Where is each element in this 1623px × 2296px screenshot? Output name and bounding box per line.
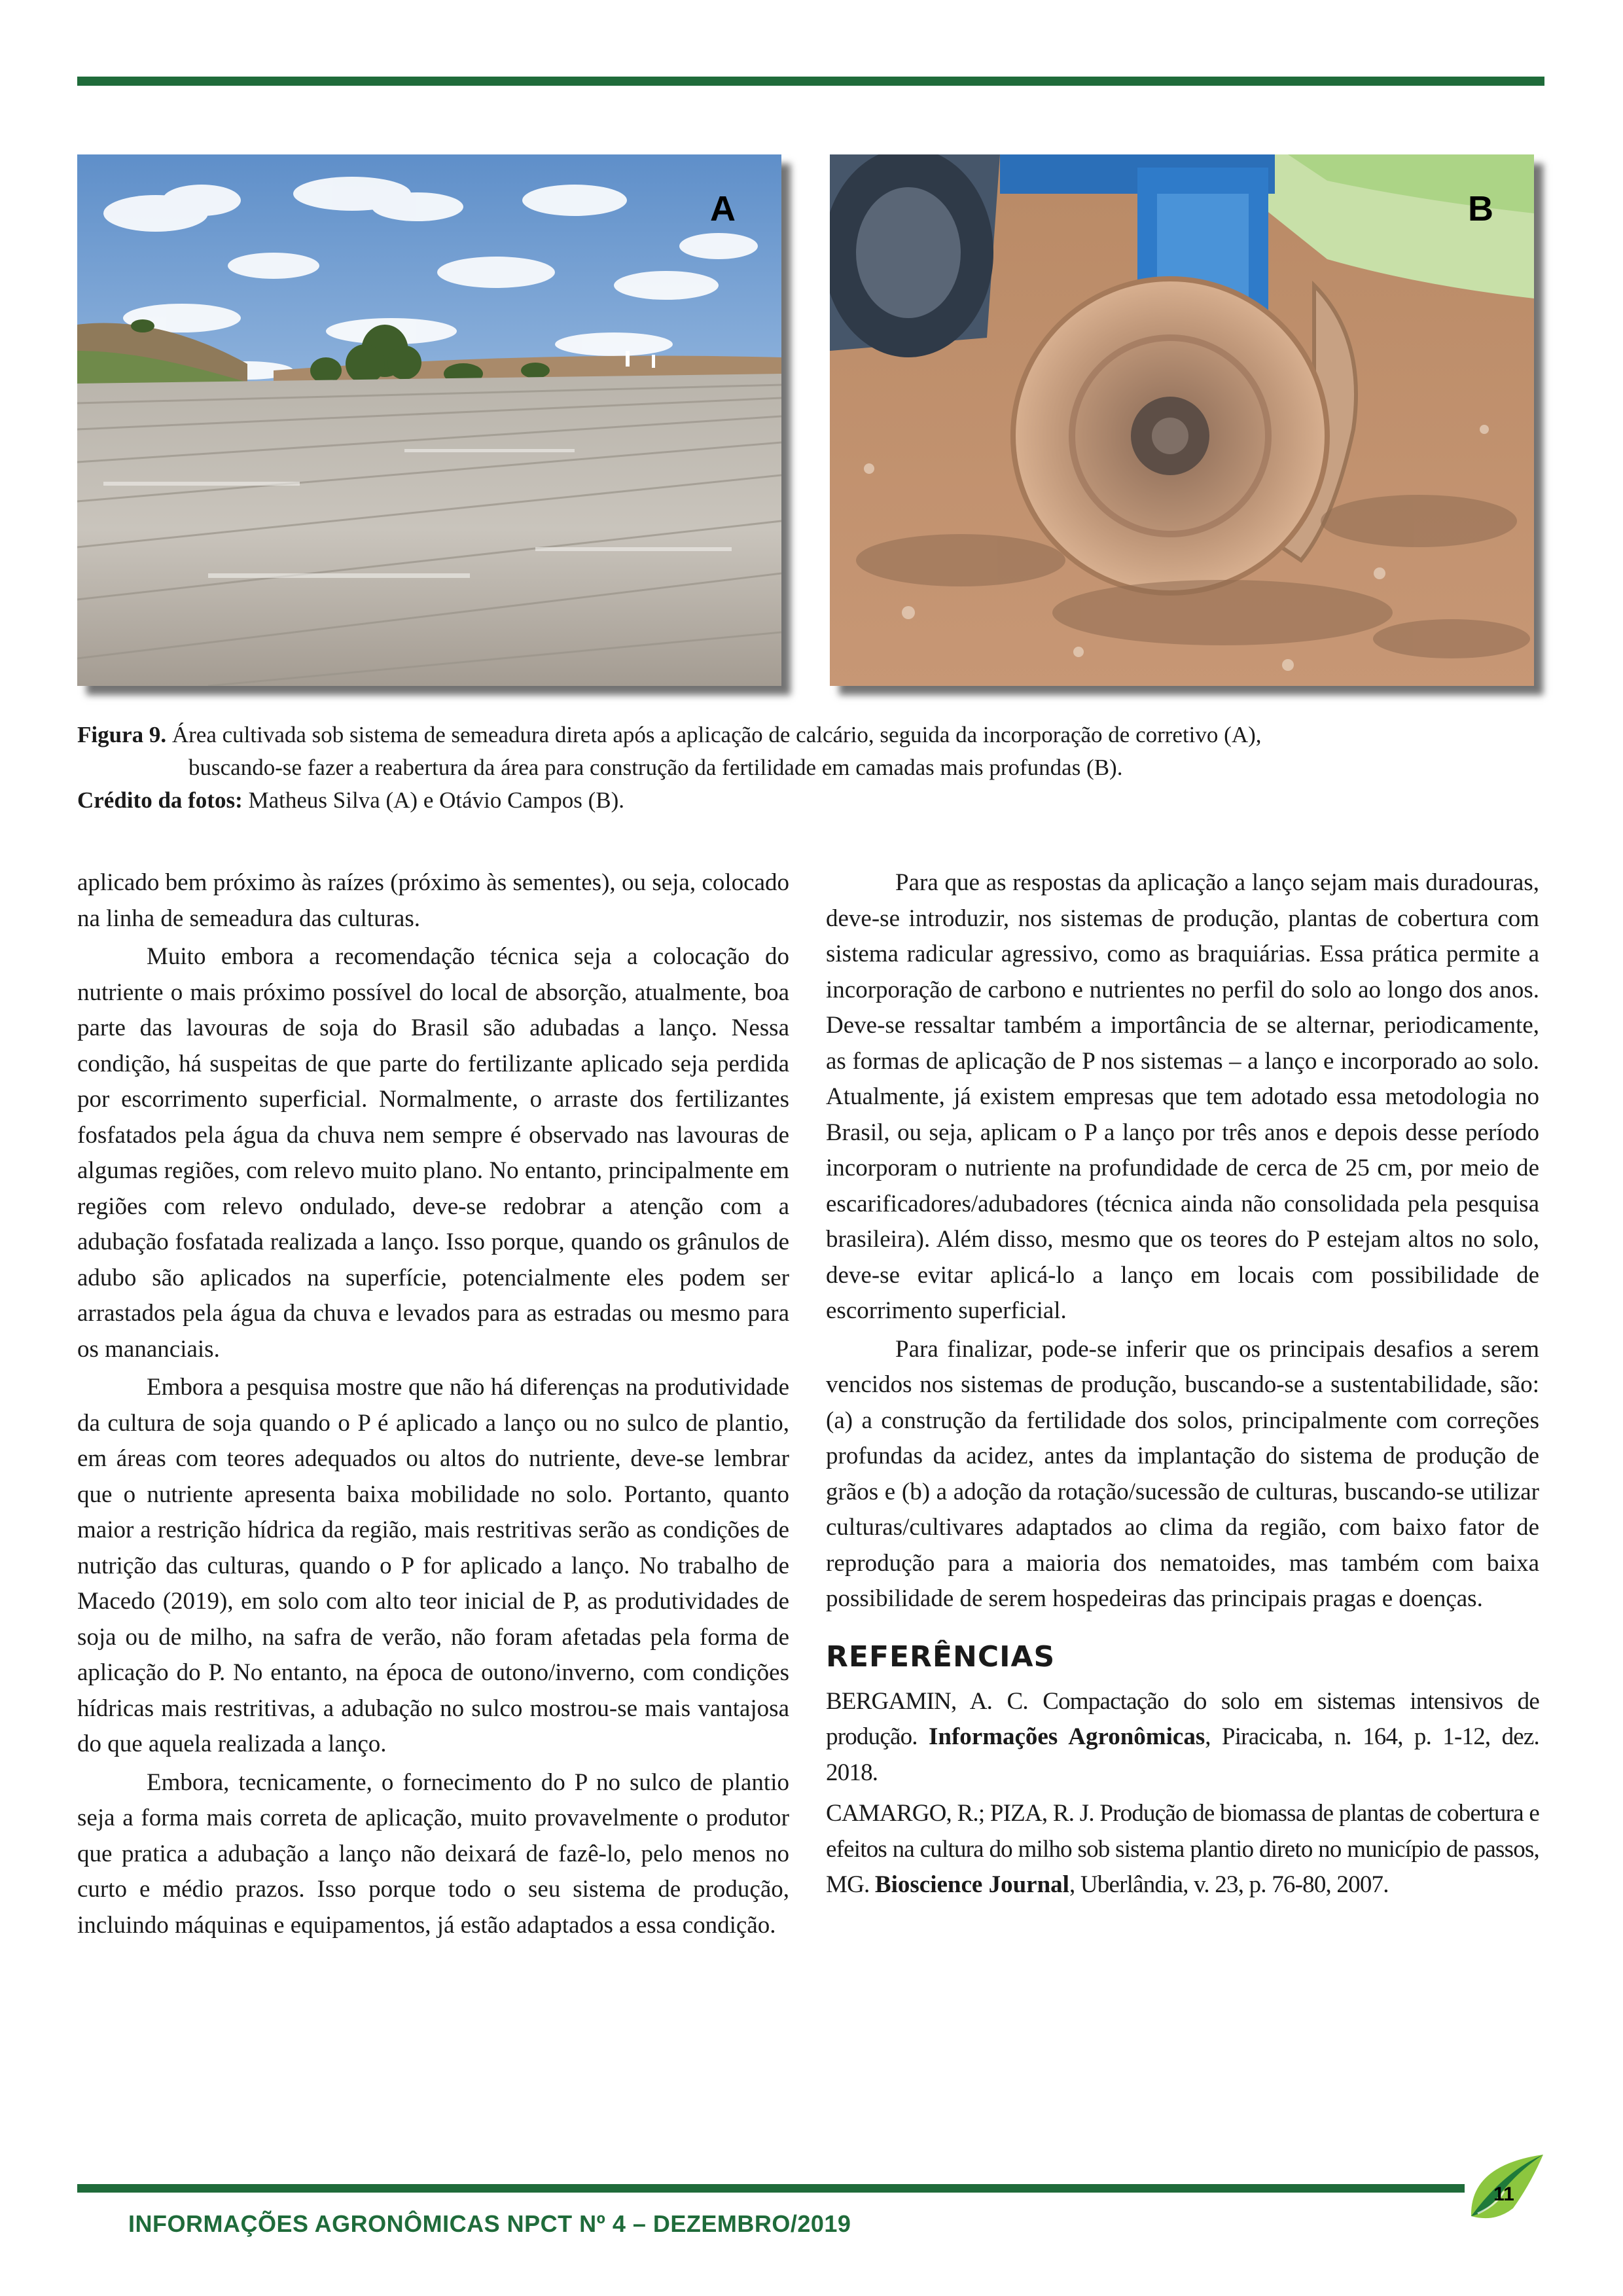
right-paragraph-1: Para que as respostas da aplicação a lanço sejam mais duradouras, deve-se introduzir, nos sistemas de produção, plantas de cobertura com sistema radicular agressivo, como as braquiárias. Essa prática permite a incorporação de carbono e nutrientes no perfil do solo ao longo dos anos. Deve-se ressaltar também a importância de se alternar, periodicamente, as formas de aplicação de P nos sistemas – a lanço e incorporado ao solo. Atualmente, já existem empresas que tem adotado essa metodologia no Brasil, ou seja, aplicam o P a lanço por três anos e depois desse período incorporam o nutriente na profundidade de cerca de 25 cm, por meio de escarificadores/adubadores (técnica ainda não consolidada pela pesquisa brasileira). Além disso, mesmo que os teores do P estejam altos no solo, deve-se evitar aplicá-lo a lanço em locais com possibilidade de escorrimento superficial.: [826, 869, 1539, 1324]
reference-2-details: , Uberlândia, v. 23, p. 76-80, 2007.: [1069, 1871, 1389, 1898]
reference-1-details: , Piracicaba, n. 164, p. 1-12, dez. 2018.: [826, 1723, 1539, 1786]
reference-2-journal: Bioscience Journal: [874, 1871, 1069, 1898]
reference-item: [826, 1684, 1539, 1791]
left-paragraph-4: Embora, tecnicamente, o fornecimento do P no sulco de plantio seja a forma mais correta de aplicação, muito provavelmente o produtor que pratica a adubação a lanço não deixará de fazê-lo, pelo menos no curto e médio prazos. Isso porque todo o seu sistema de produção, incluindo máquinas e equipamentos, já estão adaptados a essa condição.: [77, 1768, 789, 1939]
photo-a-label: A: [710, 189, 736, 228]
figure-caption: [77, 719, 1544, 817]
credit-text: Matheus Silva (A) e Otávio Campos (B).: [242, 787, 624, 813]
figure-label: Figura 9.: [77, 722, 167, 747]
right-column: [826, 865, 1539, 1903]
reference-item: [826, 1796, 1539, 1903]
photo-credit: [77, 784, 1544, 817]
credit-label: Crédito da fotos:: [77, 787, 243, 813]
photo-a-illustration: [77, 154, 781, 686]
left-paragraph-1: aplicado bem próximo às raízes (próximo às sementes), ou seja, colocado na linha de semeadura das culturas.: [77, 869, 789, 932]
left-paragraph-3: Embora a pesquisa mostre que não há diferenças na produtividade da cultura de soja quando o P é aplicado a lanço ou no sulco de plantio, em áreas com teores adequados ou altos do nutriente, deve-se lembrar que o nutriente apresenta baixa mobilidade no solo. Portanto, quanto maior a restrição hídrica da região, mais restritivas serão as condições de nutrição das culturas, quando o P for aplicado a lanço. No trabalho de Macedo (2019), em solo com alto teor inicial de P, as produtividades de soja ou de milho, na safra de verão, não foram afetadas pela forma de aplicação do P. No entanto, na época de outono/inverno, com condições hídricas mais restritivas, a adubação no sulco mostrou-se mais vantajosa do que aquela realizada a lanço.: [77, 1374, 789, 1757]
reference-1-text: BERGAMIN, A. C. Compactação do solo em sistemas intensivos de produção.: [826, 1687, 1539, 1750]
left-column: [77, 865, 789, 1943]
figure-caption-line: [77, 719, 1544, 751]
figure-text-1: Área cultivada sob sistema de semeadura direta após a aplicação de calcário, seguida da incorporação de corretivo (A),: [166, 722, 1262, 747]
figure-text-2: buscando-se fazer a reabertura da área para construção da fertilidade em camadas mais profundas (B).: [188, 755, 1123, 780]
page-number: 11: [1493, 2183, 1514, 2205]
left-paragraph-2: Muito embora a recomendação técnica seja a colocação do nutriente o mais próximo possível do local de absorção, atualmente, boa parte das lavouras de soja do Brasil são adubadas a lanço. Nessa condição, há suspeitas de que parte do fertilizante aplicado seja perdida por escorrimento superficial. Normalmente, o arraste dos fertilizantes fosfatados pela água da chuva nem sempre é observado nas lavouras de algumas regiões, com relevo muito plano. No entanto, principalmente em regiões com relevo ondulado, deve-se redobrar a atenção com a adubação fosfatada realizada a lanço. Isso porque, quando os grânulos de adubo são aplicados na superfície, potencialmente eles podem ser arrastados pela água da chuva e levados para as estradas ou mesmo para os mananciais.: [77, 943, 789, 1363]
photo-b-label: B: [1468, 189, 1493, 228]
journal-footer: INFORMAÇÕES AGRONÔMICAS NPCT Nº 4 – DEZEMBRO/2019: [128, 2210, 851, 2237]
right-paragraph-2: Para finalizar, pode-se inferir que os principais desafios a serem vencidos nos sistemas de produção, buscando-se a sustentabilidade, são: (a) a construção da fertilidade dos solos, principalmente com correções profundas da acidez, antes da implantação do sistema de produção de grãos e (b) a adoção da rotação/sucessão de culturas, buscando-se utilizar culturas/cultivares adaptados ao clima da região, com baixo fator de reprodução para a maioria dos nematoides, mas também com baixa possibilidade de serem hospedeiras das principais pragas e doenças.: [826, 1335, 1539, 1612]
photo-a-limed-field: [77, 154, 781, 686]
header-rule: [77, 77, 1544, 86]
reference-1-journal: Informações Agronômicas: [928, 1723, 1205, 1750]
footer-rule: [77, 2184, 1465, 2193]
photo-b-illustration: [830, 154, 1534, 686]
reference-2-text: CAMARGO, R.; PIZA, R. J. Produção de biomassa de plantas de cobertura e efeitos na cultura do milho sob sistema plantio direto no município de passos, MG.: [826, 1800, 1539, 1898]
references-heading: REFERÊNCIAS: [826, 1640, 1056, 1674]
photo-b-disc-incorporation: [830, 154, 1534, 686]
